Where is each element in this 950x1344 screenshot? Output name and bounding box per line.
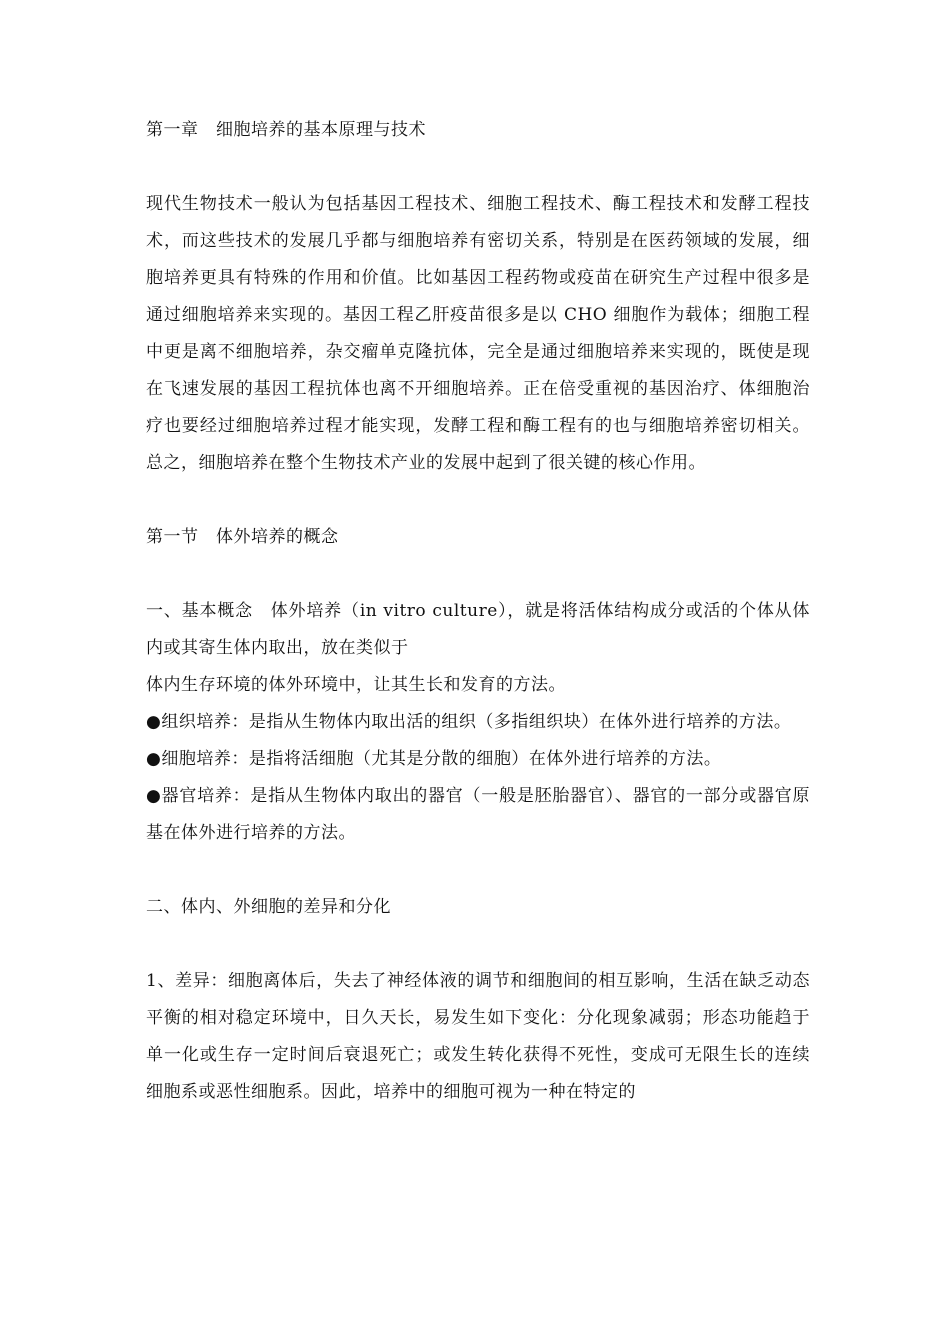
tissue-culture-definition: ●组织培养：是指从生物体内取出活的组织（多指组织块）在体外进行培养的方法。 bbox=[146, 712, 792, 732]
organ-culture-definition: ●器官培养：是指从生物体内取出的器官（一般是胚胎器官）、器官的一部分或器官原基在体外进行培养的方法。 bbox=[146, 786, 810, 843]
intro-paragraph: 现代生物技术一般认为包括基因工程技术、细胞工程技术、酶工程技术和发酵工程技术，而这些技术的发展几乎都与细胞培养有密切关系，特别是在医药领域的发展，细胞培养更具有特殊的作用和价值。比如基因工程药物或疫苗在研究生产过程中很多是通过细胞培养来实现的。基因工程乙肝疫苗很多是以 CHO 细胞作为载体；细胞工程中更是离不细胞培养，杂交瘤单克隆抗体，完全是通过细胞培养来实现的，既使是现在飞速发展的基因工程抗体也离不开细胞培养。正在倍受重视的基因治疗、体细胞治疗也要经过细胞培养过程才能实现，发酵工程和酶工程有的也与细胞培养密切相关。总之，细胞培养在整个生物技术产业的发展中起到了很关键的核心作用。 bbox=[146, 194, 810, 473]
cell-culture-definition: ●细胞培养：是指将活细胞（尤其是分散的细胞）在体外进行培养的方法。 bbox=[146, 749, 722, 769]
basic-concept-continuation: 体内生存环境的体外环境中，让其生长和发育的方法。 bbox=[146, 675, 566, 695]
difference-paragraph: 1、差异：细胞离体后，失去了神经体液的调节和细胞间的相互影响，生活在缺乏动态平衡的相对稳定环境中，日久天长，易发生如下变化：分化现象减弱；形态功能趋于单一化或生存一定时间后衰退死亡；或发生转化获得不死性，变成可无限生长的连续细胞系或恶性细胞系。因此，培养中的细胞可视为一种在特定的 bbox=[146, 971, 810, 1102]
document-page bbox=[146, 112, 810, 1111]
subsection-title: 二、体内、外细胞的差异和分化 bbox=[146, 897, 391, 917]
basic-concept-paragraph: 一、基本概念 体外培养（in vitro culture），就是将活体结构成分或活的个体从体内或其寄生体内取出，放在类似于 bbox=[146, 601, 810, 658]
chapter-title: 第一章 细胞培养的基本原理与技术 bbox=[146, 120, 426, 140]
section-title: 第一节 体外培养的概念 bbox=[146, 527, 339, 547]
